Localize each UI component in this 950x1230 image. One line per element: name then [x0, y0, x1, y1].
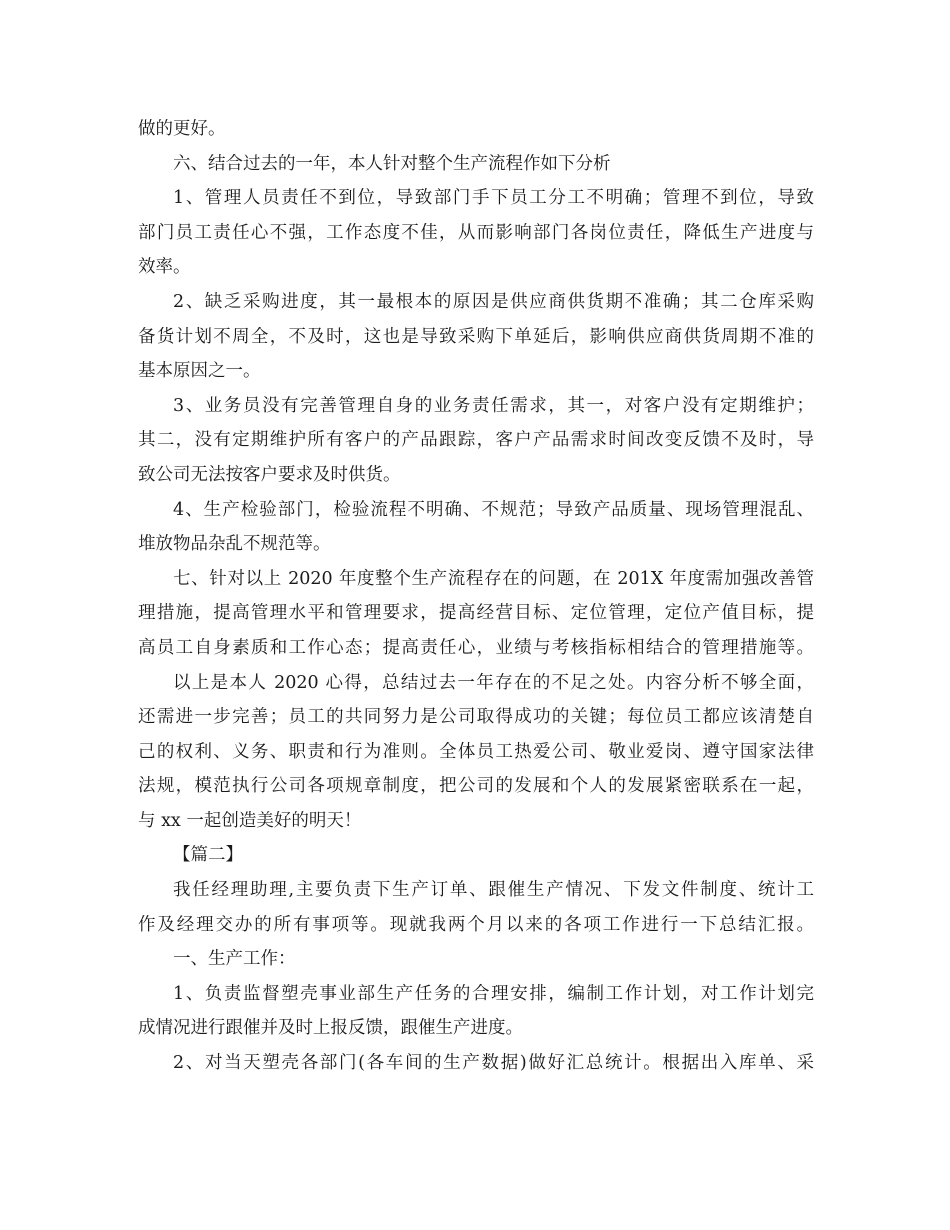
text-line: 一、生产工作：: [173, 949, 296, 970]
text-line: 2、缺乏采购进度，其一最根本的原因是供应商供货期不准确；其二仓库采购: [173, 291, 814, 312]
text-line: 以上是本人 2020 心得，总结过去一年存在的不足之处。内容分析不够全面，: [173, 672, 814, 693]
text-line: 法规，模范执行公司各项规章制度，把公司的发展和个人的发展紧密联系在一起，: [138, 776, 814, 797]
text-line: 1、管理人员责任不到位，导致部门手下员工分工不明确；管理不到位，导致: [173, 188, 814, 209]
text-line: 致公司无法按客户要求及时供货。: [138, 464, 401, 485]
text-line: 还需进一步完善；员工的共同努力是公司取得成功的关键；每位员工都应该清楚自: [138, 707, 814, 728]
document-page: [138, 112, 814, 1081]
text-line: 堆放物品杂乱不规范等。: [138, 534, 331, 555]
text-line: 3、业务员没有完善管理自身的业务责任需求，其一，对客户没有定期维护；: [173, 395, 814, 416]
text-line: 备货计划不周全，不及时，这也是导致采购下单延后，影响供应商供货周期不准的: [138, 326, 814, 347]
text-line: 效率。: [138, 257, 191, 278]
text-line: 高员工自身素质和工作心态；提高责任心，业绩与考核指标相结合的管理措施等。: [138, 637, 814, 658]
text-line: 做的更好。: [138, 119, 226, 139]
text-line: 部门员工责任心不强，工作态度不佳，从而影响部门各岗位责任，降低生产进度与: [138, 222, 814, 243]
text-line: 与 xx 一起创造美好的明天！: [138, 810, 362, 831]
text-line: 1、负责监督塑壳事业部生产任务的合理安排，编制工作计划，对工作计划完: [173, 983, 814, 1004]
text-line: 我任经理助理,主要负责下生产订单、跟催生产情况、下发文件制度、统计工: [173, 880, 814, 901]
text-line: 【篇二】: [173, 845, 243, 866]
text-line: 4、生产检验部门，检验流程不明确、不规范；导致产品质量、现场管理混乱、: [173, 499, 814, 520]
text-line: 基本原因之一。: [138, 361, 261, 382]
text-line: 成情况进行跟催并及时上报反馈，跟催生产进度。: [138, 1018, 523, 1039]
text-line: 2、对当天塑壳各部门(各车间的生产数据)做好汇总统计。根据出入库单、采: [173, 1053, 814, 1074]
text-line: 理措施，提高管理水平和管理要求，提高经营目标、定位管理，定位产值目标，提: [138, 603, 814, 624]
text-line: 作及经理交办的所有事项等。现就我两个月以来的各项工作进行一下总结汇报。: [138, 914, 814, 935]
text-line: 己的权利、义务、职责和行为准则。全体员工热爱公司、敬业爱岗、遵守国家法律: [138, 741, 814, 762]
text-line: 其二，没有定期维护所有客户的产品跟踪，客户产品需求时间改变反馈不及时，导: [138, 430, 814, 451]
text-line: 七、针对以上 2020 年度整个生产流程存在的问题，在 201X 年度需加强改善管: [173, 568, 814, 589]
text-line: 六、结合过去的一年，本人针对整个生产流程作如下分析: [173, 153, 611, 174]
